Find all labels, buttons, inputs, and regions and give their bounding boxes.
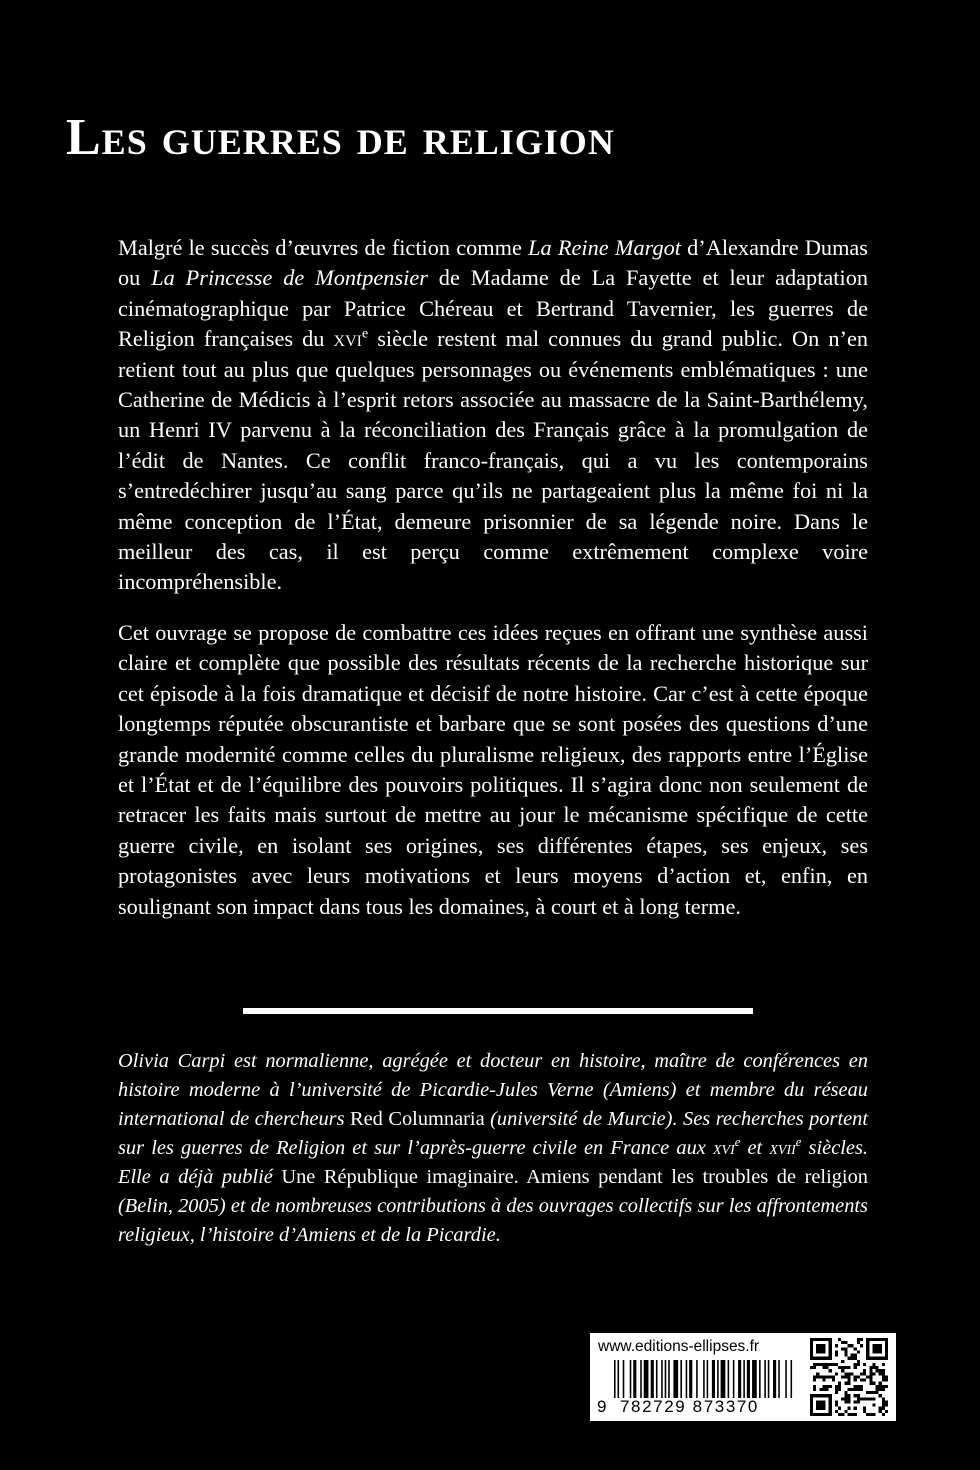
- text-run: Olivia Carpi est normalienne, agrégée et docteur en histoire, maître de conférences en histoire moderne à l’université de Picardie-Jules Verne (Amiens) et membre du réseau international de chercheurs: [118, 1050, 868, 1130]
- divider-rule: [243, 1008, 753, 1014]
- qr-code: [810, 1338, 888, 1416]
- publisher-url: www.editions-ellipses.fr: [598, 1338, 760, 1355]
- century-numeral: xvi: [333, 326, 362, 352]
- book-title: Les guerres de religion: [66, 109, 615, 166]
- text-run: (Belin, 2005) et de nombreuses contributions à des ouvrages collectifs sur les affrontements religieux, l’histoire d’Amiens et de la Picardie.: [118, 1195, 868, 1246]
- author-bio: [118, 1047, 868, 1250]
- text-run: et: [740, 1137, 770, 1159]
- blurb-paragraph-2: Cet ouvrage se propose de combattre ces idées reçues en offrant une synthèse aussi claire et complète que possible des résultats récents de la recherche historique sur cet épisode à la fois dramatique et décisif de notre histoire. Car c’est à cette époque longtemps réputée obscurantiste et barbare que se sont posées des questions d’une grande modernité comme celles du pluralisme religieux, des rapports entre l’Église et l’État et de l’équilibre des pouvoirs politiques. Il s’agira donc non seulement de retracer les faits mais surtout de mettre au jour le mécanisme spécifique de cette guerre civile, en isolant ses origines, ses différentes étapes, ses enjeux, ses protagonistes avec leurs motivations et leurs moyens d’action et, enfin, en soulignant son impact dans tous les domaines, à court et à long terme.: [118, 619, 868, 919]
- text-run: siècles. Elle a déjà publié: [118, 1137, 868, 1188]
- network-name: Red Columnaria: [350, 1108, 485, 1130]
- text-run: de Madame de La Fayette et leur adaptation cinématographique par Patrice Chéreau et Bertrand Tavernier, les guerres de Religion françaises du: [118, 265, 868, 352]
- back-cover-blurb: [118, 233, 868, 942]
- century-numeral: xvii: [769, 1137, 796, 1159]
- work-title: La Reine Margot: [528, 235, 681, 260]
- century-numeral: xvi: [712, 1137, 735, 1159]
- text-run: Malgré le succès d’œuvres de fiction comme: [118, 235, 529, 260]
- isbn-first-digit: 9: [597, 1397, 607, 1416]
- barcode-panel: [590, 1333, 896, 1421]
- text-run: (université de Murcie). Ses recherches portent sur les guerres de Religion et sur l’après-guerre civile en France aux: [118, 1108, 869, 1159]
- superscript: e: [734, 1135, 741, 1150]
- isbn-digits: 782729 873370: [620, 1397, 759, 1416]
- superscript: e: [795, 1135, 802, 1150]
- text-run: d’Alexandre Dumas ou: [118, 235, 868, 291]
- text-run: siècle restent mal connues du grand public. On n’en retient tout au plus que quelques personnages ou événements emblématiques : une Catherine de Médicis à l’esprit retors associée au massacre de la Saint-Barthélemy, un Henri IV parvenu à la réconciliation des Français grâce à la promulgation de l’édit de Nantes. Ce conflit franco-français, qui a vu les contemporains s’entredéchirer jusqu’au sang parce qu’ils ne partageaient plus la même foi ni la même conception de l’État, demeure prisonnier de sa légende noire. Dans le meilleur des cas, il est perçu comme extrêmement complexe voire incompréhensible.: [118, 326, 868, 595]
- superscript: e: [361, 325, 369, 341]
- blurb-paragraph-1: [118, 233, 868, 598]
- work-title: La Princesse de Montpensier: [151, 265, 428, 291]
- book-title-reference: Une République imaginaire. Amiens pendant les troubles de religion: [281, 1166, 868, 1188]
